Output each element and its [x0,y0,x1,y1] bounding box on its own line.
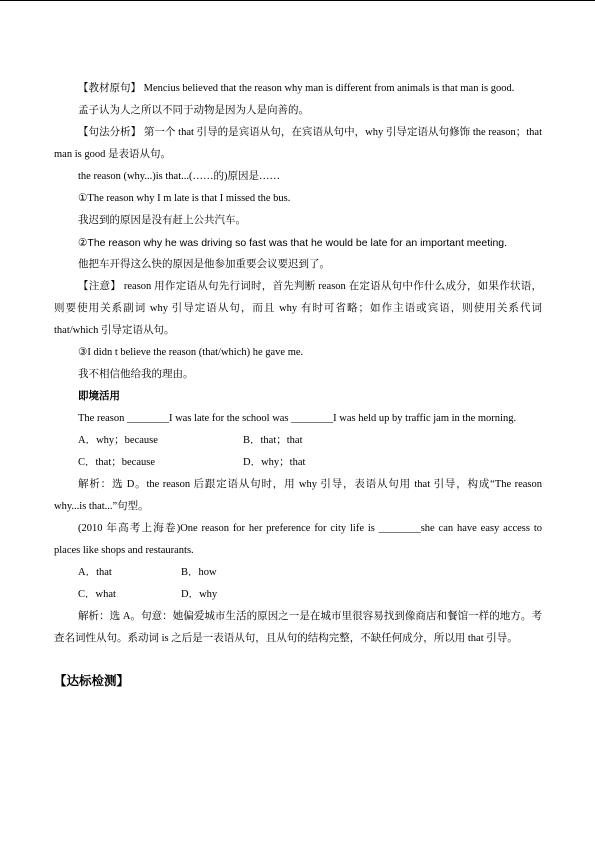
q2-option-c: C．what [78,589,116,600]
practice-heading: 即境活用 [78,391,120,402]
textbook-translation: 孟子认为人之所以不同于动物是因为人是向善的。 [78,105,309,116]
syntax-analysis: 【句法分析】 第一个 that 引导的是宾语从句，在宾语从句中，why 引导定语从句修饰 the reason；that man is good 是表语从句。 [54,127,542,160]
example-2: ②The reason why he was driving so fast was that he would be late for an important meeting. [78,237,508,249]
example-1-translation: 我迟到的原因是没有赶上公共汽车。 [78,215,246,226]
question-2-options-row-1 [54,562,542,584]
question-1-options-row-1 [54,430,542,452]
pattern-line: the reason (why...)is that...(……的)原因是…… [78,171,280,182]
top-border-line [0,0,595,1]
document-page [54,78,542,692]
question-2-options-row-2 [54,584,542,606]
q1-option-b: B．that；that [243,435,303,446]
question-1-answer: 解析：选 D。the reason 后跟定语从句时，用 why 引导，表语从句用 that 引导，构成“The reason why...is that...”句型。 [54,479,542,512]
example-2-translation: 他把车开得这么快的原因是他参加重要会议要迟到了。 [78,259,330,270]
q2-option-a: A．that [78,567,112,578]
q1-option-a: A．why；because [78,435,158,446]
question-2-answer: 解析：选 A。句意：她偏爱城市生活的原因之一是在城市里很容易找到像商店和餐馆一样的地方。考查名词性从句。系动词 is 之后是一表语从句，且从句的结构完整，不缺任何成分，所以用 that 引导。 [54,611,542,644]
example-3: ③I didn t believe the reason (that/which) he gave me. [78,347,304,358]
example-1: ①The reason why I m late is that I missed the bus. [78,193,291,204]
section-heading: 【达标检测】 [54,673,130,688]
q1-option-c: C．that；because [78,457,155,468]
q1-option-d: D．why；that [243,457,306,468]
question-1-stem: The reason ________I was late for the school was ________I was held up by traffic jam in the morning. [78,413,517,424]
q2-option-d: D．why [181,589,218,600]
q2-option-b: B．how [181,567,217,578]
example-3-translation: 我不相信他给我的理由。 [78,369,194,380]
textbook-sentence: 【教材原句】 Mencius believed that the reason why man is different from animals is that man is good. [78,83,515,94]
question-1-options-row-2 [54,452,542,474]
note-paragraph: 【注意】 reason 用作定语从句先行词时，首先判断 reason 在定语从句中作什么成分，如果作状语，则要使用关系副词 why 引导定语从句，而且 why 有时可省略；如作主语或宾语，则使用关系代词 that/which 引导定语从句。 [54,281,542,336]
question-2-stem: (2010 年高考上海卷)One reason for her preference for city life is ________she can have easy access to places like shops and restaurants. [54,523,542,556]
